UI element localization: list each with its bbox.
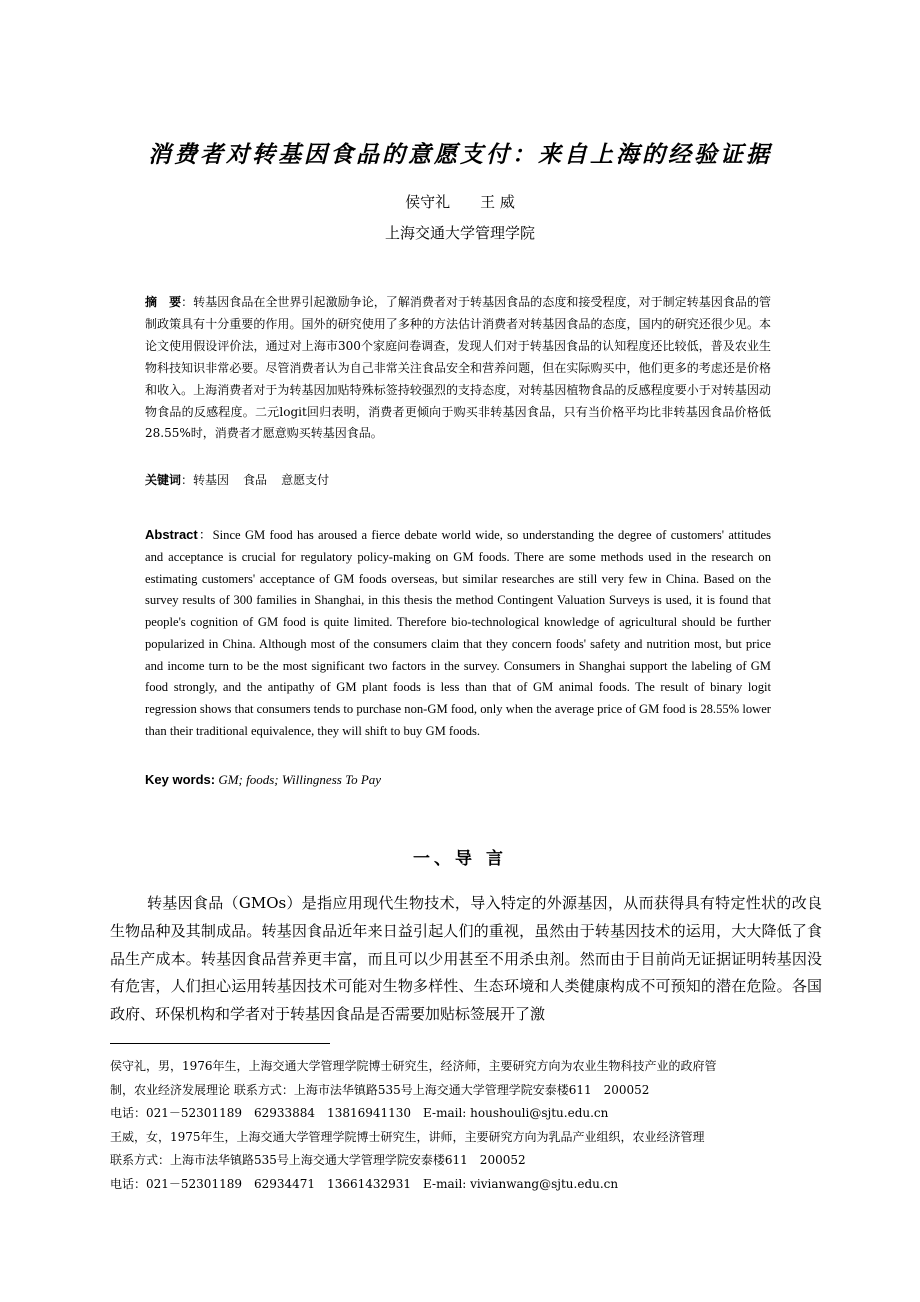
- footnote-line: 王威，女，1975年生，上海交通大学管理学院博士研究生，讲师，主要研究方向为乳品产业组织，农业经济管理: [110, 1129, 705, 1144]
- introduction-paragraph: 转基因食品（GMOs）是指应用现代生物技术，导入特定的外源基因，从而获得具有特定性状的改良生物品种及其制成品。转基因食品近年来日益引起人们的重视，虽然由于转基因技术的运用，大大降低了食品生产成本。转基因食品营养更丰富，而且可以少用甚至不用杀虫剂。然而由于目前尚无证据证明转基因没有危害，人们担心运用转基因技术可能对生物多样性、生态环境和人类健康构成不可预知的潜在危险。各国政府、环保机构和学者对于转基因食品是否需要加贴标签展开了激: [110, 894, 822, 1024]
- english-abstract-separator: ：: [197, 528, 213, 542]
- english-abstract: [145, 524, 771, 743]
- english-keywords-label: Key words:: [145, 772, 216, 787]
- footnote-line: 联系方式：上海市法华镇路535号上海交通大学管理学院安泰楼611 200052: [110, 1153, 526, 1168]
- footnote-line: 电话：021－52301189 62933884 13816941130 E-mail: houshouli@sjtu.edu.cn: [110, 1106, 609, 1121]
- chinese-abstract-text: ：转基因食品在全世界引起激励争论，了解消费者对于转基因食品的态度和接受程度，对于制定转基因食品的管制政策具有十分重要的作用。国外的研究使用了多种的方法估计消费者对转基因食品的态度，国内的研究还很少见。本论文使用假设评价法，通过对上海市300个家庭问卷调查，发现人们对于转基因食品的认知程度还比较低，普及农业生物科技知识非常必要。尽管消费者认为自己非常关注食品安全和营养问题，但在实际购买中，他们更多的考虑还是价格和收入。上海消费者对于为转基因加贴特殊标签持较强烈的支持态度，对转基因植物食品的反感程度要小于对转基因动物食品的反感程度。二元logit回归表明，消费者更倾向于购买非转基因食品，只有当价格平均比非转基因食品价格低28.55%时，消费者才愿意购买转基因食品。: [145, 295, 771, 441]
- footnote-divider: [110, 1043, 330, 1044]
- chinese-abstract: [145, 292, 771, 445]
- footnote-line: 侯守礼，男，1976年生，上海交通大学管理学院博士研究生，经济师，主要研究方向为农业生物科技产业的政府管: [110, 1059, 717, 1073]
- english-abstract-label: Abstract: [145, 527, 198, 542]
- english-keywords: [145, 770, 771, 790]
- chinese-keywords-separator: ：: [181, 473, 194, 487]
- chinese-abstract-label: 摘 要: [145, 295, 182, 309]
- keyword-term: 转基因: [193, 473, 230, 487]
- paper-title: 消费者对转基因食品的意愿支付：来自上海的经验证据: [148, 141, 772, 168]
- author-footnotes: [110, 1055, 822, 1197]
- chinese-keywords: [145, 470, 771, 490]
- english-abstract-text: Since GM food has aroused a fierce debate world wide, so understanding the degree of customers' attitudes and acceptance is crucial for regulatory policy-making on GM foods. There are some methods used in the research on estimating customers' acceptance of GM foods overseas, but similar researches are still very few in China. Based on the survey results of 300 families in Shanghai, in this thesis the method Contingent Valuation Surveys is used, it is found that people's cognition of GM food is quite limited. Therefore bio-technological knowledge of agricultural should be further popularized in China. Although most of the consumers claim that they concern foods' safety and nutrition most, but price and income turn to be the most significant two factors in the survey. Consumers in Shanghai support the labeling of GM food strongly, and the antipathy of GM plant foods is less than that of GM animal foods. The result of binary logit regression shows that consumers tends to purchase non-GM food, only when the average price of GM food is 28.55% lower than their traditional equivalence, they will shift to buy GM foods.: [145, 528, 771, 738]
- footnote-line: 电话：021－52301189 62934471 13661432931 E-mail: vivianwang@sjtu.edu.cn: [110, 1176, 619, 1191]
- author-names: 侯守礼 王 威: [405, 193, 515, 211]
- keyword-term: 食品: [243, 473, 268, 487]
- author-affiliation: 上海交通大学管理学院: [384, 224, 535, 242]
- chinese-keywords-label: 关键词: [145, 473, 182, 487]
- keyword-term: 意愿支付: [281, 473, 330, 487]
- english-keywords-value: GM; foods; Willingness To Pay: [215, 772, 382, 787]
- footnote-line: 制，农业经济发展理论 联系方式：上海市法华镇路535号上海交通大学管理学院安泰楼611 200052: [110, 1082, 650, 1097]
- section-heading-introduction: 一、导 言: [413, 849, 507, 869]
